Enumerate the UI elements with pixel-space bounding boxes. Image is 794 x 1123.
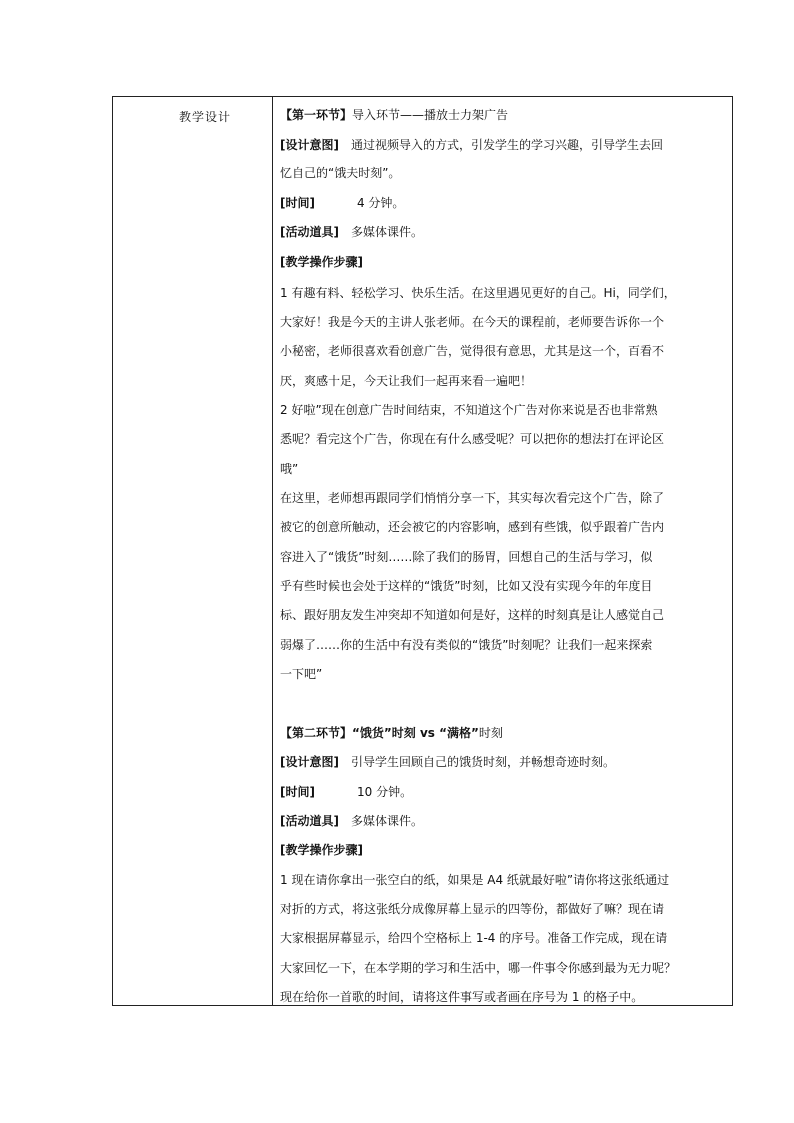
section1-time-label: [时间] (280, 196, 315, 210)
section1-intent-text: 通过视频导入的方式，引发学生的学习兴趣，引导学生去回 (350, 138, 663, 152)
section2-intent-text: 引导学生回顾自己的饿货时刻，并畅想奇迹时刻。 (350, 755, 615, 769)
section1-line: 哦” (280, 462, 299, 476)
section1-line: 厌，爽感十足，今天让我们一起再来看一遍吧！ (280, 374, 533, 388)
section2-line: 现在给你一首歌的时间，请将这件事写或者画在序号为 1 的格子中。 (280, 990, 644, 1004)
section2-intent (280, 754, 615, 770)
section1-line: 2 好啦”现在创意广告时间结束，不知道这个广告对你来说是否也非常熟 (280, 403, 658, 417)
section2-time (280, 784, 412, 800)
section1-line: 1 有趣有料、轻松学习、快乐生活。在这里遇见更好的自己。Hi，同学们， (280, 286, 676, 300)
section1-intent (280, 137, 663, 153)
section1-line: 标、跟好朋友发生冲突却不知道如何是好，这样的时刻真是让人感觉自己 (280, 608, 665, 622)
section1-line: 容进入了“饿货”时刻……除了我们的肠胃，回想自己的生活与学习，似 (280, 550, 653, 564)
section1-time-value: 4 分钟。 (356, 196, 405, 210)
section2-tools-value: 多媒体课件。 (350, 814, 423, 828)
section2-tools (280, 813, 423, 829)
label-column (113, 97, 273, 1005)
section1-line: 被它的创意所触动，还会被它的内容影响，感到有些饿，似乎跟着广告内 (280, 520, 665, 534)
section1-tools-label: [活动道具] (280, 225, 339, 239)
section2-heading-rest: 时刻 (478, 726, 503, 740)
section2-line: 大家根据屏幕显示，给四个空格标上 1-4 的序号。准备工作完成，现在请 (280, 931, 668, 945)
section2-line: 对折的方式，将这张纸分成像屏幕上显示的四等份，都做好了嘛？现在请 (280, 902, 665, 916)
section1-line: 弱爆了……你的生活中有没有类似的“饿货”时刻呢？让我们一起来探索 (280, 638, 653, 652)
section1-heading (280, 107, 508, 123)
section2-intent-label: [设计意图] (280, 755, 339, 769)
section1-line: 乎有些时候也会处于这样的“饿货”时刻，比如又没有实现今年的年度目 (280, 579, 653, 593)
section1-tools-value: 多媒体课件。 (350, 225, 423, 239)
section2-steps-label: [教学操作步骤] (280, 843, 363, 857)
section1-line: 小秘密，老师很喜欢看创意广告，觉得很有意思，尤其是这一个，百看不 (280, 344, 665, 358)
section1-line: 一下吧” (280, 667, 323, 681)
section2-heading (280, 725, 503, 741)
section1-intent-label: [设计意图] (280, 138, 339, 152)
section1-heading-rest: 导入环节——播放士力架广告 (352, 108, 509, 122)
section1-time (280, 195, 404, 211)
section2-tools-label: [活动道具] (280, 814, 339, 828)
section1-line: 大家好！我是今天的主讲人张老师。在今天的课程前，老师要告诉你一个 (280, 315, 665, 329)
section2-heading-bold: 【第二环节】“饿货”时刻 vs “满格” (280, 726, 479, 740)
section1-intent-cont: 忆自己的“饿夫时刻”。 (280, 166, 401, 180)
section1-tools (280, 224, 423, 240)
section2-time-label: [时间] (280, 785, 315, 799)
section1-heading-bold: 【第一环节】 (280, 108, 353, 122)
section1-line: 悉呢？看完这个广告，你现在有什么感受呢？可以把你的想法打在评论区 (280, 432, 665, 446)
content-column (274, 97, 732, 1005)
lesson-plan-table (112, 96, 733, 1006)
section1-steps-label: [教学操作步骤] (280, 255, 363, 269)
section2-line: 大家回忆一下，在本学期的学习和生活中，哪一件事令你感到最为无力呢？ (280, 961, 677, 975)
section2-line: 1 现在请你拿出一张空白的纸，如果是 A4 纸就最好啦”请你将这张纸通过 (280, 873, 670, 887)
section1-line: 在这里，老师想再跟同学们悄悄分享一下，其实每次看完这个广告，除了 (280, 491, 665, 505)
row-label: 教学设计 (179, 110, 232, 124)
section2-time-value: 10 分钟。 (356, 785, 413, 799)
